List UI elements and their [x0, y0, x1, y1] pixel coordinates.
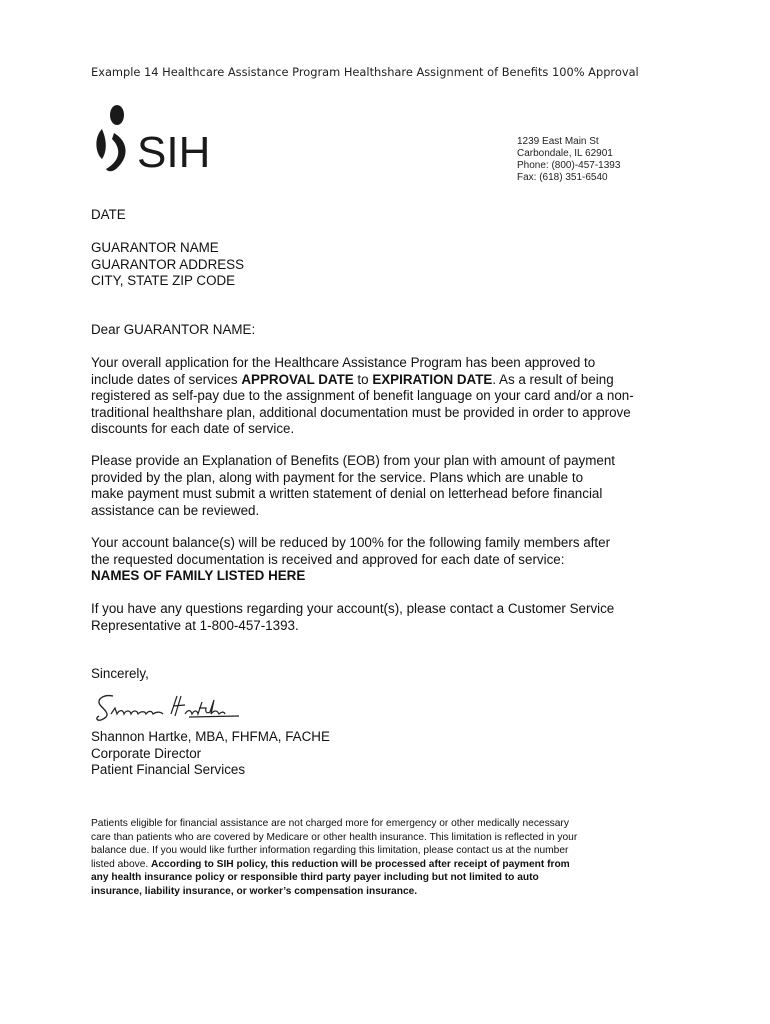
- salutation: Dear GUARANTOR NAME:: [91, 322, 256, 337]
- signature: [93, 690, 243, 724]
- footnote-line: care than patients who are covered by Medicare or other health insurance. This limitation is reflected in your: [91, 831, 578, 843]
- expiration-date: EXPIRATION DATE: [372, 371, 493, 387]
- paragraph-line: Representative at 1-800-457-1393.: [91, 617, 299, 633]
- paragraph-line: If you have any questions regarding your account(s), please contact a Customer Service: [91, 601, 615, 616]
- paragraph-approval: [91, 355, 634, 438]
- guarantor-block: [91, 240, 244, 290]
- address-city: Carbondale, IL 62901: [517, 148, 613, 159]
- text-segment: include dates of services: [91, 371, 242, 387]
- footnote-line: Patients eligible for financial assistance are not charged more for emergency or other medically necessary: [91, 818, 569, 829]
- paragraph-line: [91, 372, 634, 389]
- footnote-line: [91, 858, 577, 872]
- signer-department: Patient Financial Services: [91, 762, 246, 777]
- sih-logo-icon: [92, 103, 227, 177]
- document-header-title: Example 14 Healthcare Assistance Program Healthshare Assignment of Benefits 100% Approval: [91, 65, 639, 79]
- footnote-line: any health insurance policy or responsible third party payer including but not limited to auto: [91, 872, 539, 883]
- return-address: [517, 136, 620, 184]
- paragraph-line: Your overall application for the Healthcare Assistance Program has been approved to: [91, 355, 596, 370]
- footnote-line: insurance, liability insurance, or worker’s compensation insurance.: [91, 885, 418, 897]
- paragraph-line: Please provide an Explanation of Benefits (EOB) from your plan with amount of payment: [91, 453, 616, 468]
- signer-block: [91, 729, 330, 779]
- paragraph-line: assistance can be reviewed.: [91, 502, 260, 518]
- paragraph-line: registered as self-pay due to the assignment of benefit language on your card and/or a non-: [91, 388, 634, 403]
- paragraph-line: traditional healthshare plan, additional documentation must be provided in order to approve: [91, 404, 631, 420]
- paragraph-line: provided by the plan, along with payment for the service. Plans which are unable to: [91, 469, 584, 485]
- signature-icon: [93, 690, 243, 724]
- paragraph-balance: [91, 535, 610, 585]
- guarantor-city-state-zip: CITY, STATE ZIP CODE: [91, 273, 236, 288]
- signer-name: Shannon Hartke, MBA, FHFMA, FACHE: [91, 729, 330, 744]
- footnote-line: balance due. If you would like further information regarding this limitation, please contact us at the number: [91, 845, 569, 856]
- text-segment: to: [353, 371, 373, 387]
- address-street: 1239 East Main St: [517, 136, 599, 147]
- paragraph-eob: [91, 453, 615, 519]
- approval-date: APPROVAL DATE: [241, 371, 354, 387]
- paragraph-line: Your account balance(s) will be reduced by 100% for the following family members after: [91, 535, 611, 550]
- sih-logo-text: SIH: [137, 128, 211, 177]
- address-fax: Fax: (618) 351-6540: [517, 172, 608, 183]
- guarantor-address: GUARANTOR ADDRESS: [91, 256, 245, 272]
- paragraph-line: the requested documentation is received and approved for each date of service:: [91, 551, 565, 567]
- paragraph-contact: [91, 601, 614, 634]
- text-segment: listed above.: [91, 858, 152, 870]
- text-segment: . As a result of being: [492, 371, 614, 387]
- paragraph-line: make payment must submit a written statement of denial on letterhead before financial: [91, 486, 603, 501]
- family-names: NAMES OF FAMILY LISTED HERE: [91, 568, 306, 583]
- policy-statement: According to SIH policy, this reduction will be processed after receipt of payment from: [151, 858, 570, 870]
- closing: Sincerely,: [91, 666, 149, 681]
- sih-logo: [92, 103, 227, 177]
- guarantor-name: GUARANTOR NAME: [91, 240, 219, 255]
- signer-title: Corporate Director: [91, 745, 202, 761]
- letter-date: DATE: [91, 207, 126, 222]
- paragraph-line: discounts for each date of service.: [91, 421, 295, 436]
- footnote-disclaimer: [91, 817, 577, 898]
- address-phone: Phone: (800)-457-1393: [517, 160, 621, 171]
